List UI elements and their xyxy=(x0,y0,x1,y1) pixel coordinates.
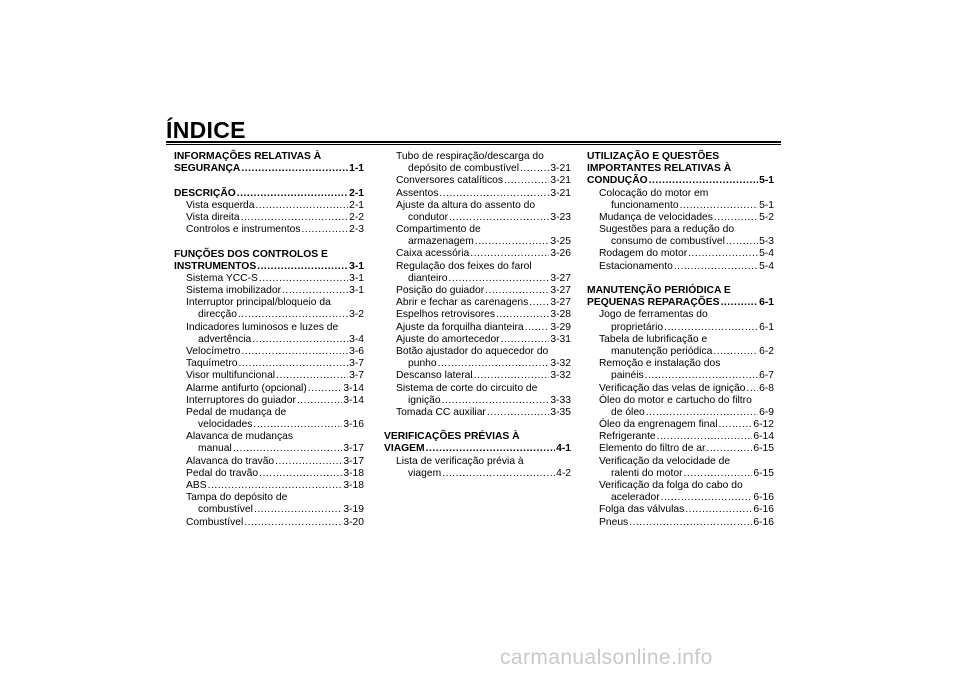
toc-page-number: 6-2 xyxy=(759,345,774,357)
toc-page-number: 3-7 xyxy=(349,358,364,370)
toc-entry-title: manutenção periódica xyxy=(611,345,713,357)
toc-entry[interactable] xyxy=(587,322,774,334)
toc-entry xyxy=(384,151,571,163)
dot-leader xyxy=(253,419,342,431)
toc-entry-title: Interruptores do guiador xyxy=(186,394,296,406)
toc-entry-title: ABS xyxy=(186,480,207,492)
toc-entry[interactable] xyxy=(384,370,571,382)
toc-page-number: 5-1 xyxy=(759,199,774,211)
toc-entry-title: Alavanca de mudanças xyxy=(186,431,294,443)
toc-page-number: 2-1 xyxy=(349,187,364,199)
toc-entry[interactable] xyxy=(384,163,571,175)
dot-leader xyxy=(238,309,348,321)
toc-entry-title: VIAGEM xyxy=(384,443,425,455)
toc-entry[interactable] xyxy=(587,200,774,212)
toc-entry[interactable] xyxy=(587,468,774,480)
toc-page-number: 3-19 xyxy=(343,504,364,516)
toc-entry[interactable] xyxy=(587,383,774,395)
toc-page-number: 3-1 xyxy=(349,285,364,297)
toc-entry-title: ignição xyxy=(408,394,441,406)
dot-leader xyxy=(706,443,752,455)
toc-entry-title: Alavanca do travão xyxy=(186,455,275,467)
dot-leader xyxy=(244,517,342,529)
toc-page-number: 3-14 xyxy=(343,394,364,406)
toc-page-number: 5-2 xyxy=(759,211,774,223)
toc-page-number: 5-3 xyxy=(759,236,774,248)
dot-leader xyxy=(504,175,549,187)
toc-entry xyxy=(587,358,774,370)
toc-page-number: 1-1 xyxy=(349,163,364,175)
toc-entry-title: advertência xyxy=(198,333,252,345)
dot-leader xyxy=(726,236,758,248)
toc-entry xyxy=(384,346,571,358)
toc-page-number: 5-4 xyxy=(759,248,774,260)
toc-entry-title: Tampa do depósito de xyxy=(186,492,288,504)
toc-section-heading[interactable] xyxy=(174,163,364,175)
toc-entry-title: Descanso lateral xyxy=(396,370,473,382)
toc-page-number: 2-3 xyxy=(349,224,364,236)
toc-page-number: 3-27 xyxy=(550,297,571,309)
dot-leader xyxy=(241,163,348,175)
toc-page-number: 4-2 xyxy=(556,467,571,479)
toc-entry xyxy=(174,407,364,419)
toc-entry xyxy=(174,322,364,334)
dot-leader xyxy=(649,175,758,187)
toc-page-number: 6-1 xyxy=(759,321,774,333)
dot-leader xyxy=(719,419,753,431)
toc-section-heading[interactable] xyxy=(587,175,774,187)
toc-page-number: 3-29 xyxy=(550,321,571,333)
toc-entry xyxy=(587,456,774,468)
toc-entry-title: Abrir e fechar as carenagens xyxy=(396,297,529,309)
toc-entry-title: condutor xyxy=(408,211,449,223)
dot-leader xyxy=(485,285,549,297)
toc-entry-title: Refrigerante xyxy=(599,431,656,443)
toc-entry[interactable] xyxy=(587,419,774,431)
toc-entry[interactable] xyxy=(587,517,774,529)
toc-entry-title: Lista de verificação prévia à xyxy=(396,455,524,467)
toc-page-number: 3-18 xyxy=(343,467,364,479)
toc-page-number: 3-26 xyxy=(550,248,571,260)
toc-entry[interactable] xyxy=(174,419,364,431)
toc-section-heading xyxy=(587,151,774,163)
toc-entry-title: IMPORTANTES RELATIVAS À xyxy=(587,163,732,175)
toc-entry-title: velocidades xyxy=(198,419,253,431)
dot-leader xyxy=(426,443,555,455)
dot-leader xyxy=(297,395,342,407)
dot-leader xyxy=(254,504,342,516)
toc-page-number: 3-27 xyxy=(550,285,571,297)
toc-entry[interactable] xyxy=(384,322,571,334)
toc-page-number: 6-16 xyxy=(753,516,774,528)
dot-leader xyxy=(252,334,348,346)
toc-entry-title: Estacionamento xyxy=(599,260,673,272)
toc-entry-title: Espelhos retrovisores xyxy=(396,309,496,321)
toc-page-number: 6-14 xyxy=(753,431,774,443)
toc-entry-title: Ajuste da altura do assento do xyxy=(396,199,536,211)
toc-entry-title: Controlos e instrumentos xyxy=(186,224,301,236)
toc-entry-title: Remoção e instalação dos xyxy=(599,358,721,370)
toc-page-number: 6-16 xyxy=(753,504,774,516)
toc-entry-title: Jogo de ferramentas do xyxy=(599,309,708,321)
toc-page-number: 5-1 xyxy=(759,175,774,187)
dot-leader xyxy=(664,322,758,334)
toc-entry-title: direcção xyxy=(198,309,237,321)
dot-leader xyxy=(308,383,343,395)
toc-entry[interactable] xyxy=(174,395,364,407)
toc-entry[interactable] xyxy=(587,444,774,456)
toc-page-number: 3-17 xyxy=(343,455,364,467)
toc-entry xyxy=(174,431,364,443)
dot-leader xyxy=(657,431,753,443)
toc-page-number: 3-32 xyxy=(550,358,571,370)
toc-page-number: 3-20 xyxy=(343,516,364,528)
toc-entry-title: Botão ajustador do aquecedor do xyxy=(396,346,549,357)
dot-leader xyxy=(449,273,550,285)
toc-page-number: 3-14 xyxy=(343,382,364,394)
toc-column-1 xyxy=(174,151,364,529)
dot-leader xyxy=(646,407,758,419)
toc-entry-title: Elemento do filtro de ar xyxy=(599,443,706,455)
toc-page-number: 6-8 xyxy=(759,382,774,394)
dot-leader xyxy=(233,443,343,455)
toc-entry[interactable] xyxy=(587,431,774,443)
toc-entry[interactable] xyxy=(384,297,571,309)
toc-spacer xyxy=(174,175,364,187)
toc-entry[interactable] xyxy=(587,212,774,224)
dot-leader xyxy=(629,517,752,529)
toc-entry xyxy=(384,456,571,468)
toc-entry-title: armazenagem xyxy=(408,236,474,248)
toc-entry-title: Caixa acessória xyxy=(396,248,470,260)
dot-leader xyxy=(661,492,753,504)
toc-entry[interactable] xyxy=(174,504,364,516)
toc-entry-title: Tabela de lubrificação e xyxy=(599,333,708,345)
dot-leader xyxy=(442,395,550,407)
toc-entry xyxy=(174,492,364,504)
toc-page-number: 3-6 xyxy=(349,345,364,357)
toc-entry[interactable] xyxy=(587,370,774,382)
dot-leader xyxy=(208,480,343,492)
toc-entry-title: de óleo xyxy=(611,406,645,418)
dot-leader xyxy=(487,407,550,419)
toc-entry-title: Tomada CC auxiliar xyxy=(396,406,486,418)
toc-page-number: 6-9 xyxy=(759,406,774,418)
toc-entry-title: INSTRUMENTOS xyxy=(174,260,257,272)
toc-entry[interactable] xyxy=(587,261,774,273)
toc-entry-title: Sistema YCC-S xyxy=(186,272,258,284)
dot-leader xyxy=(713,346,758,358)
toc-entry-title: Rodagem do motor xyxy=(599,248,688,260)
dot-leader xyxy=(645,370,758,382)
toc-entry[interactable] xyxy=(384,249,571,261)
toc-section-heading xyxy=(174,249,364,261)
dot-leader xyxy=(442,468,555,480)
toc-entry-title: acelerador xyxy=(611,492,660,504)
dot-leader xyxy=(259,273,348,285)
toc-page-number: 3-27 xyxy=(550,272,571,284)
toc-entry xyxy=(587,188,774,200)
dot-leader xyxy=(501,334,550,346)
dot-leader xyxy=(680,200,759,212)
toc-entry-title: Pneus xyxy=(599,516,629,528)
toc-entry-title: Alarme antifurto (opcional) xyxy=(186,382,307,394)
watermark-logo: carmanualsonline.info xyxy=(500,646,713,669)
toc-page-number: 3-2 xyxy=(349,309,364,321)
toc-entry[interactable] xyxy=(587,504,774,516)
toc-entry-title: Regulação dos feixes do farol xyxy=(396,260,532,272)
toc-entry-title: FUNÇÕES DOS CONTROLOS E xyxy=(174,248,328,260)
toc-entry[interactable] xyxy=(174,383,364,395)
toc-entry[interactable] xyxy=(174,444,364,456)
dot-leader xyxy=(470,248,549,260)
toc-entry-title: Folga das válvulas xyxy=(599,504,685,516)
toc-entry-title: consumo de combustível xyxy=(611,236,725,248)
toc-entry-title: combustível xyxy=(198,504,253,516)
toc-entry-title: PEQUENAS REPARAÇÕES xyxy=(587,297,720,309)
toc-entry xyxy=(587,309,774,321)
toc-entry xyxy=(384,383,571,395)
toc-entry-title: Sugestões para a redução do xyxy=(599,224,735,236)
toc-entry xyxy=(587,334,774,346)
toc-entry-title: dianteiro xyxy=(408,272,448,284)
toc-entry-title: proprietário xyxy=(611,321,664,333)
toc-entry[interactable] xyxy=(587,249,774,261)
toc-entry-title: Óleo da engrenagem final xyxy=(599,419,718,431)
toc-entry-title: Ajuste da forquilha dianteira xyxy=(396,321,524,333)
dot-leader xyxy=(475,236,550,248)
dot-leader xyxy=(688,248,758,260)
toc-page-number: 3-4 xyxy=(349,333,364,345)
toc-entry-title: SEGURANÇA xyxy=(174,163,241,175)
toc-entry xyxy=(587,224,774,236)
toc-entry-title: Colocação do motor em xyxy=(599,187,709,199)
toc-entry-title: Óleo do motor e cartucho do filtro xyxy=(599,394,752,406)
dot-leader xyxy=(684,468,753,480)
toc-entry[interactable] xyxy=(174,346,364,358)
toc-page-number: 3-28 xyxy=(550,309,571,321)
dot-leader xyxy=(520,163,549,175)
toc-entry[interactable] xyxy=(174,200,364,212)
dot-leader xyxy=(301,224,348,236)
toc-section-heading[interactable] xyxy=(174,188,364,200)
toc-entry[interactable] xyxy=(587,492,774,504)
toc-section-heading[interactable] xyxy=(384,444,571,456)
toc-section-heading[interactable] xyxy=(174,261,364,273)
toc-entry-title: Velocímetro xyxy=(186,345,241,357)
toc-entry[interactable] xyxy=(174,517,364,529)
toc-page-number: 3-18 xyxy=(343,480,364,492)
toc-entry[interactable] xyxy=(384,285,571,297)
dot-leader xyxy=(259,468,342,480)
toc-entry[interactable] xyxy=(384,407,571,419)
toc-entry-title: Taquímetro xyxy=(186,358,238,370)
dot-leader xyxy=(529,297,549,309)
toc-entry-title: painéis xyxy=(611,370,644,382)
toc-entry[interactable] xyxy=(384,468,571,480)
toc-entry-title: Interruptor principal/bloqueio da xyxy=(186,297,331,309)
toc-entry-title: Vista direita xyxy=(186,211,240,223)
toc-entry xyxy=(384,200,571,212)
toc-entry-title: CONDUÇÃO xyxy=(587,175,648,187)
toc-section-heading xyxy=(587,285,774,297)
toc-entry[interactable] xyxy=(587,407,774,419)
toc-entry[interactable] xyxy=(174,212,364,224)
dot-leader xyxy=(714,212,758,224)
toc-entry-title: punho xyxy=(408,358,437,370)
dot-leader xyxy=(256,200,349,212)
toc-column-2 xyxy=(384,151,571,480)
toc-entry-title: depósito de combustível xyxy=(408,163,520,175)
toc-entry-title: manual xyxy=(198,443,232,455)
toc-page-number: 5-4 xyxy=(759,260,774,272)
toc-page-number: 6-15 xyxy=(753,443,774,455)
toc-page-number: 3-35 xyxy=(550,406,571,418)
toc-entry[interactable] xyxy=(384,309,571,321)
toc-entry-title: Verificação da folga do cabo do xyxy=(599,480,743,492)
toc-entry-title: Tubo de respiração/descarga do xyxy=(396,151,544,162)
toc-entry-title: Vista esquerda xyxy=(186,199,255,211)
dot-leader xyxy=(276,370,348,382)
dot-leader xyxy=(747,383,759,395)
toc-page-number: 6-12 xyxy=(753,419,774,431)
toc-entry-title: Assentos xyxy=(396,187,439,199)
toc-section-heading[interactable] xyxy=(587,297,774,309)
toc-entry-title: Mudança de velocidades xyxy=(599,211,713,223)
toc-entry-title: funcionamento xyxy=(611,199,679,211)
toc-entry xyxy=(384,261,571,273)
toc-column-3 xyxy=(587,151,774,529)
toc-entry[interactable] xyxy=(174,334,364,346)
toc-entry[interactable] xyxy=(384,395,571,407)
title-rule xyxy=(166,141,781,145)
toc-entry-title: viagem xyxy=(408,467,442,479)
toc-entry[interactable] xyxy=(384,334,571,346)
toc-page-number: 3-32 xyxy=(550,370,571,382)
dot-leader xyxy=(239,358,349,370)
toc-entry[interactable] xyxy=(174,285,364,297)
toc-entry-title: Verificação da velocidade de xyxy=(599,455,731,467)
toc-entry-title: Visor multifuncional xyxy=(186,370,276,382)
toc-entry[interactable] xyxy=(384,212,571,224)
toc-page-number: 3-21 xyxy=(550,175,571,187)
toc-entry[interactable] xyxy=(174,309,364,321)
toc-page-number: 3-16 xyxy=(343,419,364,431)
toc-entry[interactable] xyxy=(174,370,364,382)
toc-entry-title: Ajuste do amortecedor xyxy=(396,333,500,345)
toc-spacer xyxy=(174,236,364,248)
toc-entry[interactable] xyxy=(587,236,774,248)
toc-entry[interactable] xyxy=(174,273,364,285)
toc-entry[interactable] xyxy=(174,480,364,492)
dot-leader xyxy=(721,297,759,309)
toc-page-number: 3-21 xyxy=(550,187,571,199)
toc-spacer xyxy=(384,419,571,431)
toc-entry xyxy=(174,297,364,309)
toc-entry xyxy=(587,480,774,492)
toc-entry-title: Pedal de mudança de xyxy=(186,406,287,418)
toc-page-number: 3-17 xyxy=(343,443,364,455)
toc-page-number: 4-1 xyxy=(556,443,571,455)
toc-entry-title: Verificação das velas de ignição xyxy=(599,382,746,394)
toc-entry[interactable] xyxy=(174,456,364,468)
dot-leader xyxy=(685,504,752,516)
dot-leader xyxy=(282,285,348,297)
dot-leader xyxy=(241,212,348,224)
dot-leader xyxy=(496,309,549,321)
toc-entry[interactable] xyxy=(384,358,571,370)
toc-entry-title: Sistema imobilizador xyxy=(186,285,281,297)
toc-entry[interactable] xyxy=(384,188,571,200)
toc-entry[interactable] xyxy=(174,224,364,236)
toc-entry[interactable] xyxy=(384,236,571,248)
toc-page-number: 6-16 xyxy=(753,492,774,504)
toc-entry-title: Pedal do travão xyxy=(186,467,259,479)
toc-page-number: 3-7 xyxy=(349,370,364,382)
dot-leader xyxy=(275,456,342,468)
toc-page-number: 6-15 xyxy=(753,467,774,479)
toc-section-heading xyxy=(174,151,364,163)
dot-leader xyxy=(438,358,550,370)
dot-leader xyxy=(674,261,758,273)
toc-entry-title: Compartimento de xyxy=(396,224,481,236)
dot-leader xyxy=(241,346,348,358)
toc-page-number: 3-23 xyxy=(550,211,571,223)
toc-page-number: 6-7 xyxy=(759,370,774,382)
dot-leader xyxy=(237,188,348,200)
toc-page-number: 3-21 xyxy=(550,163,571,175)
toc-page-number: 3-31 xyxy=(550,333,571,345)
toc-entry xyxy=(587,395,774,407)
toc-entry-title: Posição do guiador xyxy=(396,285,485,297)
dot-leader xyxy=(449,212,549,224)
toc-page-number: 3-33 xyxy=(550,394,571,406)
toc-entry-title: ralenti do motor xyxy=(611,467,683,479)
toc-entry-title: UTILIZAÇÃO E QUESTÕES xyxy=(587,151,720,162)
toc-entry-title: VERIFICAÇÕES PRÉVIAS À xyxy=(384,431,520,443)
toc-spacer xyxy=(587,273,774,285)
toc-page-number: 2-1 xyxy=(349,199,364,211)
toc-section-heading xyxy=(384,431,571,443)
toc-page-number: 2-2 xyxy=(349,211,364,223)
toc-entry-title: Indicadores luminosos e luzes de xyxy=(186,321,339,333)
toc-entry xyxy=(384,224,571,236)
toc-entry-title: Sistema de corte do circuito de xyxy=(396,382,538,394)
toc-entry-title: Conversores catalíticos xyxy=(396,175,504,187)
toc-page-number: 3-1 xyxy=(349,260,364,272)
toc-entry[interactable] xyxy=(174,468,364,480)
toc-page-number: 3-1 xyxy=(349,272,364,284)
toc-entry-title: Combustível xyxy=(186,516,244,528)
toc-entry[interactable] xyxy=(384,175,571,187)
dot-leader xyxy=(474,370,550,382)
dot-leader xyxy=(525,322,550,334)
toc-entry[interactable] xyxy=(587,346,774,358)
toc-entry-title: DESCRIÇÃO xyxy=(174,187,236,199)
toc-section-heading xyxy=(587,163,774,175)
toc-page-number: 6-1 xyxy=(759,297,774,309)
dot-leader xyxy=(439,188,549,200)
page-title: ÍNDICE xyxy=(166,117,246,143)
toc-entry-title: INFORMAÇÕES RELATIVAS À xyxy=(174,151,322,162)
toc-entry[interactable] xyxy=(384,273,571,285)
toc-entry[interactable] xyxy=(174,358,364,370)
dot-leader xyxy=(257,261,348,273)
toc-entry-title: MANUTENÇÃO PERIÓDICA E xyxy=(587,285,731,297)
toc-page-number: 3-25 xyxy=(550,236,571,248)
